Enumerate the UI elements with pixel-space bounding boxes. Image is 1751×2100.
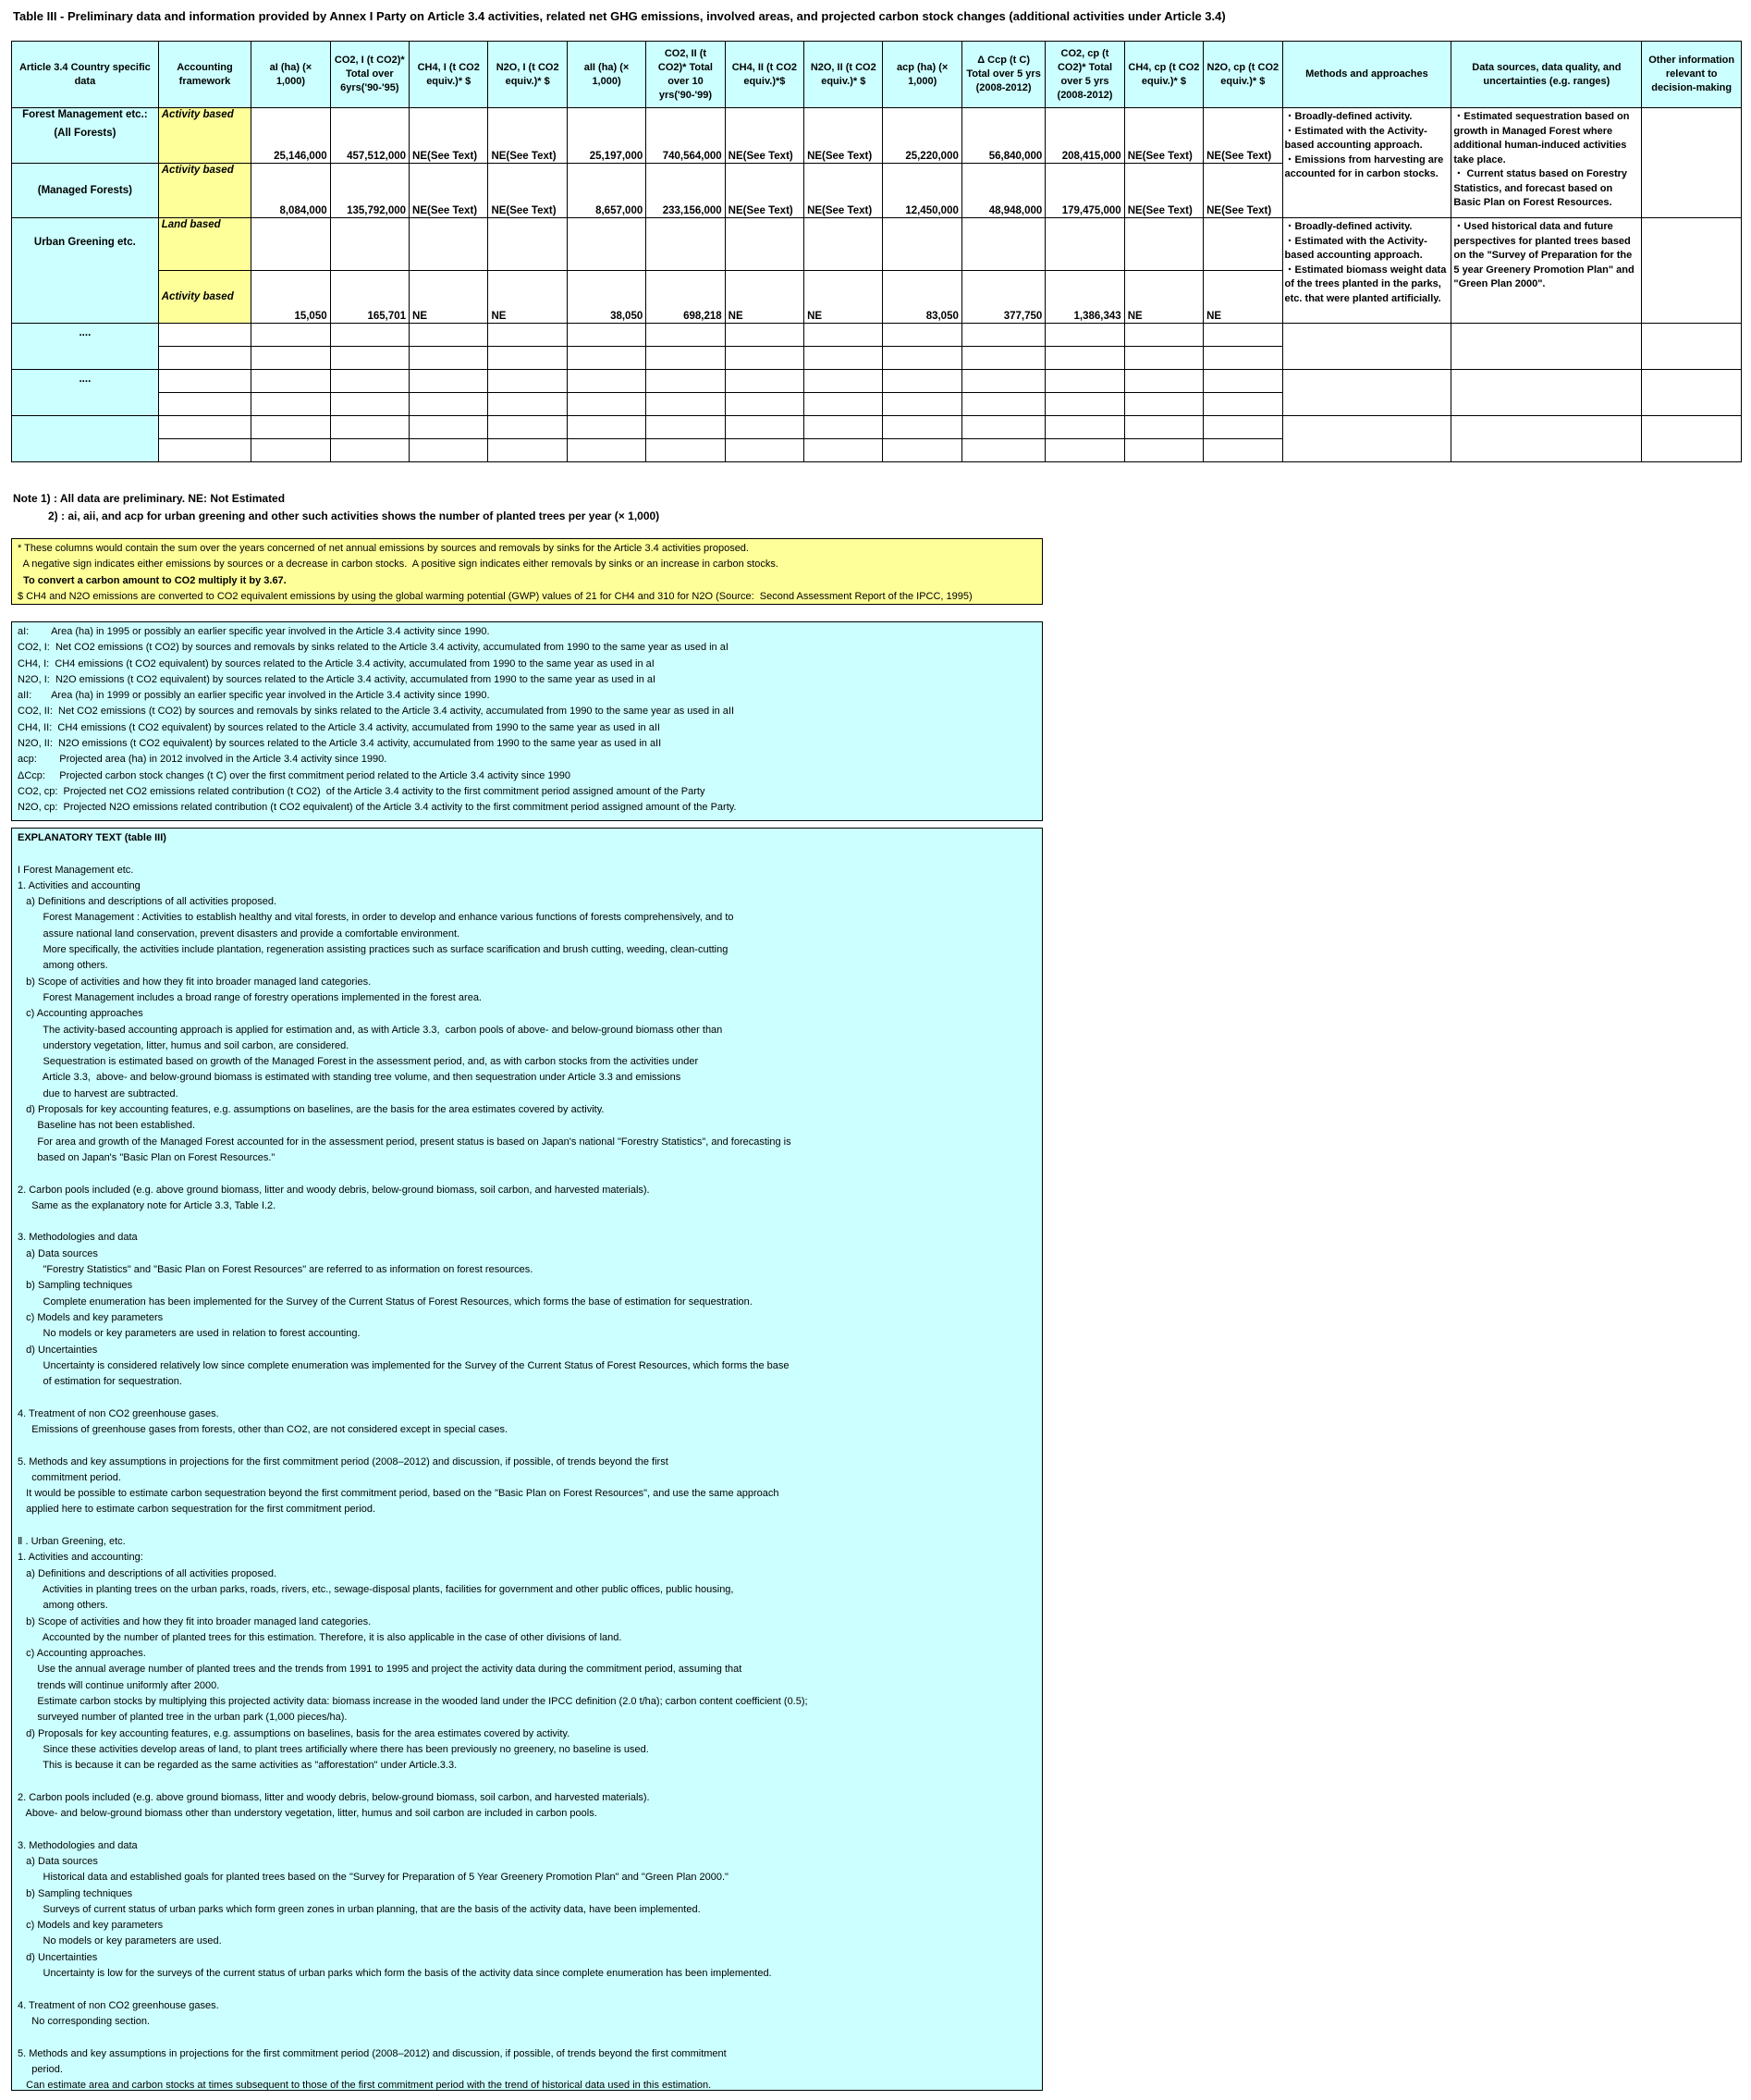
- explanatory-line: No corresponding section.: [18, 2015, 151, 2027]
- explanatory-line: understory vegetation, litter, humus and soil carbon, are considered.: [18, 1039, 349, 1051]
- empty-cell: [410, 218, 488, 271]
- explanatory-line: 4. Treatment of non CO2 greenhouse gases.: [18, 1407, 219, 1419]
- article34-table: [11, 41, 1742, 462]
- explanatory-line: More specifically, the activities include plantation, regeneration assisting practices such as surface scarification and brush cutting, weeding, clean-cutting: [18, 944, 729, 956]
- explanatory-line: For area and growth of the Managed Forest accounted for in the assessment period, present status is based on Japan's national "Forestry Statistics", and forecasting is: [18, 1136, 791, 1148]
- explanatory-heading: EXPLANATORY TEXT (table III): [18, 832, 166, 843]
- explanatory-line: Article 3.3, above- and below-ground biomass is estimated with standing tree volume, and then sequestration under Article 3.3 and emissions: [18, 1072, 681, 1084]
- sources-cell: ・Estimated sequestration based on growth in Managed Forest where additional human-induced activities take place. ・ Current status based on Forestry Statistics, and forecast based on Basic Plan on Forest Resources.: [1451, 108, 1642, 218]
- col-header: CO2, cp (t CO2)* Total over 5 yrs (2008-2012): [1046, 42, 1124, 108]
- explanatory-line: Estimate carbon stocks by multiplying this projected activity data: biomass increase in the wooded land under the IPCC definition (2.0 t/ha); carbon content coefficient (0.5);: [18, 1696, 808, 1708]
- definition-line: acp: Projected area (ha) in 2012 involved in the Article 3.4 activity since 1990.: [18, 754, 387, 766]
- explanatory-line: based on Japan's "Basic Plan on Forest Resources.": [18, 1151, 276, 1163]
- explanatory-line: 2. Carbon pools included (e.g. above ground biomass, litter and woody debris, below-ground biomass, soil carbon, and harvested materials).: [18, 1184, 650, 1196]
- explanatory-line: [18, 2030, 1036, 2045]
- footnote-box: [11, 538, 1043, 605]
- empty-cell: [804, 218, 883, 271]
- value-cell: NE(See Text): [804, 164, 883, 218]
- explanatory-line: c) Models and key parameters: [18, 1311, 164, 1323]
- col-header: CH4, cp (t CO2 equiv.)* $: [1124, 42, 1203, 108]
- footnote-line: * These columns would contain the sum over the years concerned of net annual emissions by sources and removals by sinks for the Article 3.4 activities proposed.: [18, 543, 749, 554]
- definition-line: CO2, II: Net CO2 emissions (t CO2) by sources and removals by sinks related to the Article 3.4 activity, accumulated from 1990 to the same year as used in aII: [18, 706, 735, 718]
- explanatory-line: 3. Methodologies and data: [18, 1232, 138, 1244]
- value-cell: 1,386,343: [1046, 271, 1124, 324]
- value-cell: 165,701: [330, 271, 409, 324]
- definition-line: N2O, II: N2O emissions (t CO2 equivalent) by sources related to the Article 3.4 activity, accumulated from 1990 to the same year as used in aII: [18, 738, 662, 750]
- col-header: CH4, II (t CO2 equiv.)*$: [725, 42, 803, 108]
- col-header: CO2, II (t CO2)* Total over 10 yrs('90-'99): [646, 42, 725, 108]
- explanatory-line: [18, 846, 1036, 862]
- explanatory-line: Surveys of current status of urban parks which form green zones in urban planning, that are the basis of the activity data, have been implemented.: [18, 1903, 701, 1915]
- value-cell: NE(See Text): [1124, 108, 1203, 164]
- value-cell: NE(See Text): [1124, 164, 1203, 218]
- other-info-cell: [1642, 218, 1742, 324]
- value-cell: 740,564,000: [646, 108, 725, 164]
- explanatory-line: trends will continue uniformly after 2000.: [18, 1679, 220, 1691]
- explanatory-line: 4. Treatment of non CO2 greenhouse gases.: [18, 1999, 219, 2011]
- category-label: Forest Management etc.:: [22, 109, 148, 120]
- explanatory-line: Use the annual average number of planted trees and the trends from 1991 to 1995 and project the activity data during the commitment period, assuming that: [18, 1664, 742, 1676]
- definition-line: CH4, II: CH4 emissions (t CO2 equivalent) by sources related to the Article 3.4 activity, accumulated from 1990 to the same year as used in aII: [18, 721, 660, 733]
- col-header: CH4, I (t CO2 equiv.)* $: [410, 42, 488, 108]
- value-cell: NE: [1204, 271, 1282, 324]
- explanatory-line: [18, 1822, 1036, 1837]
- explanatory-line: c) Accounting approaches: [18, 1008, 143, 1020]
- empty-cell: [883, 218, 961, 271]
- row-label-urban: Urban Greening etc.: [12, 218, 159, 324]
- value-cell: NE(See Text): [725, 164, 803, 218]
- col-header: Data sources, data quality, and uncertainties (e.g. ranges): [1451, 42, 1642, 108]
- explanatory-line: 2. Carbon pools included (e.g. above ground biomass, litter and woody debris, below-ground biomass, soil carbon, and harvested materials).: [18, 1791, 650, 1803]
- explanatory-line: a) Data sources: [18, 1247, 98, 1259]
- explanatory-line: This is because it can be regarded as the same activities as "afforestation" under Article.3.3.: [18, 1760, 458, 1772]
- empty-cell: [646, 218, 725, 271]
- explanatory-line: It would be possible to estimate carbon sequestration beyond the first commitment period, based on the "Basic Plan on Forest Resources", and use the same approach: [18, 1488, 779, 1500]
- value-cell: 15,050: [251, 271, 330, 324]
- value-cell: 208,415,000: [1046, 108, 1124, 164]
- value-cell: NE: [1124, 271, 1203, 324]
- explanatory-line: Emissions of greenhouse gases from forests, other than CO2, are not considered except in special cases.: [18, 1423, 508, 1435]
- explanatory-line: Uncertainty is considered relatively low since complete enumeration was implemented for the Survey of the Current Status of Forest Resources, which forms the base: [18, 1359, 790, 1371]
- empty-cell: [1124, 218, 1203, 271]
- framework-cell: Activity based: [158, 164, 251, 218]
- definition-line: aII: Area (ha) in 1999 or possibly an earlier specific year involved in the Article 3.4 activity since 1990.: [18, 690, 490, 702]
- explanatory-line: The activity-based accounting approach is applied for estimation and, as with Article 3.3, carbon pools of above- and below-ground biomass other than: [18, 1024, 723, 1036]
- explanatory-line: b) Sampling techniques: [18, 1280, 133, 1292]
- col-header: aII (ha) (× 1,000): [567, 42, 645, 108]
- explanatory-line: Since these activities develop areas of land, to plant trees artificially where there has been previously no greenery, no baseline is used.: [18, 1743, 649, 1755]
- table-row: [12, 108, 1742, 164]
- col-header: CO2, I (t CO2)* Total over 6yrs('90-'95): [330, 42, 409, 108]
- row-label-forest-all: [12, 108, 159, 164]
- value-cell: 25,220,000: [883, 108, 961, 164]
- value-cell: NE(See Text): [410, 164, 488, 218]
- row-label-forest-managed: (Managed Forests): [12, 164, 159, 218]
- explanatory-text-box: [11, 828, 1043, 2091]
- explanatory-line: [18, 1438, 1036, 1454]
- explanatory-line: applied here to estimate carbon sequestration for the first commitment period.: [18, 1504, 376, 1516]
- explanatory-line: Accounted by the number of planted trees for this estimation. Therefore, it is also applicable in the case of other divisions of land.: [18, 1631, 622, 1643]
- explanatory-line: 3. Methodologies and data: [18, 1839, 138, 1851]
- framework-cell: Activity based: [158, 108, 251, 164]
- header-row: [12, 42, 1742, 108]
- col-header: Other information relevant to decision-making: [1642, 42, 1742, 108]
- explanatory-line: 5. Methods and key assumptions in projections for the first commitment period (2008–2012) and discussion, if possible, of trends beyond the first: [18, 1455, 668, 1468]
- explanatory-line: Forest Management : Activities to establish healthy and vital forests, in order to develop and enhance various functions of forests comprehensively, and to: [18, 912, 734, 924]
- empty-cell: [1046, 218, 1124, 271]
- value-cell: NE(See Text): [488, 164, 567, 218]
- explanatory-line: No models or key parameters are used in relation to forest accounting.: [18, 1328, 361, 1340]
- explanatory-line: a) Definitions and descriptions of all activities proposed.: [18, 896, 277, 908]
- explanatory-line: Uncertainty is low for the surveys of the current status of urban parks which form the basis of the activity data since complete enumeration has been implemented.: [18, 1968, 772, 1980]
- table-row: [12, 370, 1742, 393]
- col-header: N2O, cp (t CO2 equiv.)* $: [1204, 42, 1282, 108]
- value-cell: 179,475,000: [1046, 164, 1124, 218]
- explanatory-line: c) Models and key parameters: [18, 1920, 164, 1932]
- value-cell: 56,840,000: [961, 108, 1045, 164]
- col-header: Δ Ccp (t C) Total over 5 yrs (2008-2012): [961, 42, 1045, 108]
- explanatory-line: due to harvest are subtracted.: [18, 1087, 178, 1099]
- framework-cell: Activity based: [158, 271, 251, 324]
- explanatory-line: [18, 1214, 1036, 1230]
- empty-cell: [567, 218, 645, 271]
- explanatory-line: c) Accounting approaches.: [18, 1648, 146, 1660]
- value-cell: NE(See Text): [725, 108, 803, 164]
- value-cell: NE(See Text): [804, 108, 883, 164]
- value-cell: NE(See Text): [1204, 108, 1282, 164]
- col-header: N2O, I (t CO2 equiv.)* $: [488, 42, 567, 108]
- explanatory-line: [18, 1166, 1036, 1182]
- explanatory-line: b) Sampling techniques: [18, 1887, 133, 1899]
- table-row: [12, 218, 1742, 271]
- definitions-box: [11, 621, 1043, 821]
- definition-line: CO2, I: Net CO2 emissions (t CO2) by sources and removals by sinks related to the Article 3.4 activity, accumulated from 1990 to the same year as used in aI: [18, 642, 729, 654]
- value-cell: 698,218: [646, 271, 725, 324]
- explanatory-line: Baseline has not been established.: [18, 1120, 196, 1132]
- blank-row-label: ....: [12, 324, 159, 370]
- value-cell: NE: [725, 271, 803, 324]
- definition-line: CO2, cp: Projected net CO2 emissions related contribution (t CO2) of the Article 3.4 activity to the first commitment period assigned amount of the Party: [18, 785, 705, 797]
- explanatory-line: [18, 1390, 1036, 1406]
- table-row: [12, 324, 1742, 347]
- explanatory-line: 5. Methods and key assumptions in projections for the first commitment period (2008–2012) and discussion, if possible, of trends beyond the first commitment: [18, 2047, 727, 2059]
- explanatory-line: Activities in planting trees on the urban parks, roads, rivers, etc., sewage-disposal plants, facilities for government and other public offices, public housing,: [18, 1583, 734, 1595]
- empty-cell: [725, 218, 803, 271]
- explanatory-line: Can estimate area and carbon stocks at times subsequent to those of the first commitment period with the trend of historical data used in this estimation.: [18, 2080, 712, 2092]
- explanatory-line: "Forestry Statistics" and "Basic Plan on Forest Resources" are referred to as information on forest resources.: [18, 1264, 533, 1276]
- explanatory-line: Above- and below-ground biomass other than understory vegetation, litter, humus and soil carbon are included in carbon pools.: [18, 1808, 597, 1820]
- empty-cell: [488, 218, 567, 271]
- value-cell: 377,750: [961, 271, 1045, 324]
- framework-cell: Land based: [158, 218, 251, 271]
- explanatory-line: Complete enumeration has been implemented for the Survey of the Current Status of Forest Resources, which forms the base of estimation for sequestration.: [18, 1296, 753, 1308]
- col-header: Accounting framework: [158, 42, 251, 108]
- explanatory-line: among others.: [18, 1600, 108, 1612]
- footnote-line: A negative sign indicates either emissions by sources or a decrease in carbon stocks. A positive sign indicates either removals by sinks or an increase in carbon stocks.: [18, 559, 778, 571]
- col-header: N2O, II (t CO2 equiv.)* $: [804, 42, 883, 108]
- col-header: aI (ha) (× 1,000): [251, 42, 330, 108]
- explanatory-line: Ⅱ . Urban Greening, etc.: [18, 1536, 126, 1548]
- empty-cell: [330, 218, 409, 271]
- explanatory-line: of estimation for sequestration.: [18, 1376, 182, 1388]
- explanatory-line: a) Definitions and descriptions of all activities proposed.: [18, 1567, 277, 1579]
- explanatory-line: surveyed number of planted tree in the urban park (1,000 pieces/ha).: [18, 1712, 348, 1724]
- definition-line: N2O, I: N2O emissions (t CO2 equivalent) by sources related to the Article 3.4 activity, accumulated from 1990 to the same year as used in aI: [18, 673, 656, 685]
- value-cell: NE(See Text): [410, 108, 488, 164]
- value-cell: NE(See Text): [488, 108, 567, 164]
- blank-row-label: [12, 416, 159, 462]
- explanatory-line: 1. Activities and accounting:: [18, 1552, 143, 1564]
- footnote-line: $ CH4 and N2O emissions are converted to CO2 equivalent emissions by using the global warming potential (GWP) values of 21 for CH4 and 310 for N2O (Source: Second Assessment Report of the IPCC, 1995): [18, 590, 973, 602]
- value-cell: 135,792,000: [330, 164, 409, 218]
- page-title: Table III - Preliminary data and information provided by Annex I Party on Article 3.4 activities, related net GHG emissions, involved areas, and projected carbon stock changes (additional activities under Article 3.4): [13, 9, 1226, 23]
- footnote-line: To convert a carbon amount to CO2 multiply it by 3.67.: [18, 574, 287, 586]
- explanatory-line: d) Uncertainties: [18, 1951, 98, 1963]
- note-2: 2) : ai, aii, and acp for urban greening and other such activities shows the number of planted trees per year (× 1,000): [48, 510, 660, 522]
- explanatory-line: d) Proposals for key accounting features, e.g. assumptions on baselines, basis for the area estimates covered by activity.: [18, 1727, 570, 1739]
- value-cell: NE: [804, 271, 883, 324]
- empty-cell: [251, 218, 330, 271]
- note-1: Note 1) : All data are preliminary. NE: Not Estimated: [13, 492, 286, 505]
- value-cell: 83,050: [883, 271, 961, 324]
- value-cell: 38,050: [567, 271, 645, 324]
- notes-section: [13, 490, 659, 525]
- value-cell: NE(See Text): [1204, 164, 1282, 218]
- definition-line: ΔCcp: Projected carbon stock changes (t C) over the first commitment period related to the Article 3.4 activity since 1990: [18, 769, 570, 781]
- explanatory-line: commitment period.: [18, 1471, 121, 1483]
- value-cell: 8,657,000: [567, 164, 645, 218]
- col-header: Article 3.4 Country specific data: [12, 42, 159, 108]
- explanatory-line: Same as the explanatory note for Article 3.3, Table I.2.: [18, 1199, 276, 1211]
- empty-cell: [961, 218, 1045, 271]
- explanatory-line: Historical data and established goals for planted trees based on the "Survey for Preparation of 5 Year Greenery Promotion Plan" and "Green Plan 2000.": [18, 1872, 729, 1884]
- explanatory-line: I Forest Management etc.: [18, 864, 134, 876]
- value-cell: 25,197,000: [567, 108, 645, 164]
- explanatory-line: among others.: [18, 960, 108, 972]
- value-cell: 233,156,000: [646, 164, 725, 218]
- value-cell: 48,948,000: [961, 164, 1045, 218]
- explanatory-line: No models or key parameters are used.: [18, 1935, 222, 1947]
- explanatory-line: assure national land conservation, prevent disasters and provide a comfortable environment.: [18, 927, 460, 939]
- sources-cell: ・Used historical data and future perspectives for planted trees based on the "Survey of Preparation for the 5 year Greenery Promotion Plan" and "Green Plan 2000".: [1451, 218, 1642, 324]
- explanatory-line: d) Proposals for key accounting features, e.g. assumptions on baselines, are the basis for the area estimates covered by activity.: [18, 1104, 605, 1116]
- methods-cell: ・Broadly-defined activity. ・Estimated with the Activity-based accounting approach. ・Emissions from harvesting are accounted for in carbon stocks.: [1282, 108, 1451, 218]
- sublabel: (All Forests): [54, 128, 116, 139]
- value-cell: 25,146,000: [251, 108, 330, 164]
- empty-cell: [1204, 218, 1282, 271]
- explanatory-line: 1. Activities and accounting: [18, 879, 141, 891]
- value-cell: 457,512,000: [330, 108, 409, 164]
- explanatory-line: d) Uncertainties: [18, 1344, 98, 1356]
- table-row: [12, 416, 1742, 439]
- explanatory-line: Forest Management includes a broad range of forestry operations implemented in the forest area.: [18, 991, 482, 1003]
- value-cell: 8,084,000: [251, 164, 330, 218]
- col-header: acp (ha) (× 1,000): [883, 42, 961, 108]
- methods-cell: ・Broadly-defined activity. ・Estimated with the Activity-based accounting approach. ・Estimated biomass weight data of the trees planted in the parks, etc. that were planted artificially.: [1282, 218, 1451, 324]
- definition-line: N2O, cp: Projected N2O emissions related contribution (t CO2 equivalent) of the Article 3.4 activity to the first commitment period assigned amount of the Party.: [18, 802, 737, 814]
- explanatory-line: [18, 1518, 1036, 1534]
- definition-line: CH4, I: CH4 emissions (t CO2 equivalent) by sources related to the Article 3.4 activity, accumulated from 1990 to the same year as used in aI: [18, 657, 655, 669]
- other-info-cell: [1642, 108, 1742, 218]
- col-header: Methods and approaches: [1282, 42, 1451, 108]
- explanatory-line: b) Scope of activities and how they fit into broader managed land categories.: [18, 1615, 372, 1627]
- explanatory-line: [18, 1982, 1036, 1997]
- value-cell: 12,450,000: [883, 164, 961, 218]
- blank-row-label: ....: [12, 370, 159, 416]
- value-cell: NE: [410, 271, 488, 324]
- explanatory-line: Sequestration is estimated based on growth of the Managed Forest in the assessment period, and, as with carbon stocks from the activities under: [18, 1056, 699, 1068]
- explanatory-line: a) Data sources: [18, 1856, 98, 1867]
- explanatory-line: period.: [18, 2063, 63, 2075]
- definition-line: aI: Area (ha) in 1995 or possibly an earlier specific year involved in the Article 3.4 activity since 1990.: [18, 626, 490, 637]
- value-cell: NE: [488, 271, 567, 324]
- explanatory-line: b) Scope of activities and how they fit into broader managed land categories.: [18, 976, 372, 988]
- explanatory-line: [18, 1775, 1036, 1790]
